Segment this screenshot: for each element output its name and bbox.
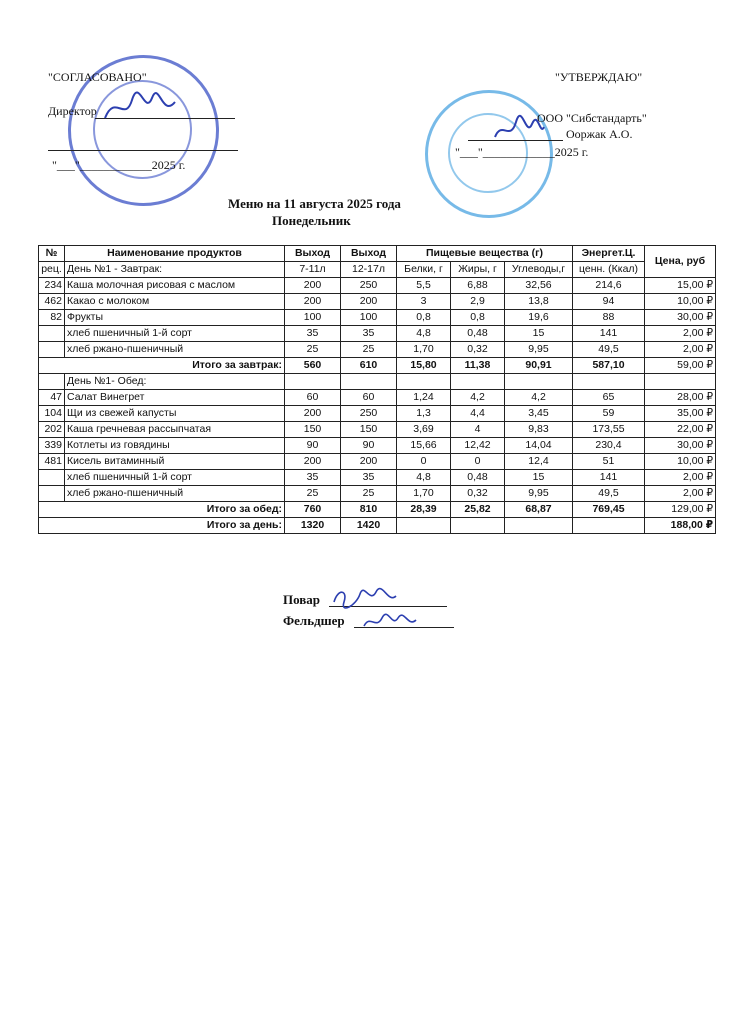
- menu-table: [38, 245, 716, 534]
- recipe-number: 234: [39, 278, 65, 294]
- fat-value: 12,42: [451, 438, 505, 454]
- col-out1-header: Выход: [285, 246, 341, 262]
- price-value: 35,00 ₽: [645, 406, 716, 422]
- director-label: Директор: [48, 104, 97, 118]
- fat-value: 0,8: [451, 310, 505, 326]
- empty-cell: [451, 518, 505, 534]
- output-7-11: 35: [285, 470, 341, 486]
- dish-name: хлеб ржано-пшеничный: [65, 486, 285, 502]
- left-underline: [48, 150, 238, 151]
- carb-value: 3,45: [505, 406, 573, 422]
- price-value: 22,00 ₽: [645, 422, 716, 438]
- carb-value: 9,83: [505, 422, 573, 438]
- dish-name: хлеб пшеничный 1-й сорт: [65, 470, 285, 486]
- total-carb: 68,87: [505, 502, 573, 518]
- empty-cell: [645, 374, 716, 390]
- price-value: 10,00 ₽: [645, 454, 716, 470]
- protein-value: 3: [397, 294, 451, 310]
- col-energy-header: Энергет.Ц.: [573, 246, 645, 262]
- dish-name: Фрукты: [65, 310, 285, 326]
- total-carb: 90,91: [505, 358, 573, 374]
- output-7-11: 200: [285, 406, 341, 422]
- output-12-17: 200: [341, 294, 397, 310]
- lunch-row: [39, 438, 716, 454]
- agreed-label: "СОГЛАСОВАНО": [48, 70, 147, 84]
- approved-label: "УТВЕРЖДАЮ": [555, 70, 643, 84]
- medic-label: Фельдшер: [283, 613, 345, 628]
- carb-value: 9,95: [505, 342, 573, 358]
- subheader-row: [39, 262, 716, 278]
- breakfast-section-label: День №1 - Завтрак:: [65, 262, 285, 278]
- protein-value: 1,70: [397, 486, 451, 502]
- fat-value: 0: [451, 454, 505, 470]
- dish-name: Салат Винегрет: [65, 390, 285, 406]
- dish-name: Какао с молоком: [65, 294, 285, 310]
- empty-cell: [505, 518, 573, 534]
- director-signature: [100, 88, 180, 128]
- total-kcal: 587,10: [573, 358, 645, 374]
- kcal-value: 49,5: [573, 486, 645, 502]
- kcal-value: 230,4: [573, 438, 645, 454]
- total-label: Итого за обед:: [39, 502, 285, 518]
- kcal-value: 59: [573, 406, 645, 422]
- cook-label: Повар: [283, 592, 321, 607]
- fat-value: 4: [451, 422, 505, 438]
- output-12-17: 60: [341, 390, 397, 406]
- recipe-number: 47: [39, 390, 65, 406]
- carb-value: 32,56: [505, 278, 573, 294]
- kcal-value: 141: [573, 470, 645, 486]
- empty-cell: [573, 518, 645, 534]
- signer-name: Ооржак А.О.: [566, 127, 633, 141]
- kcal-value: 94: [573, 294, 645, 310]
- total-output-7-11: 760: [285, 502, 341, 518]
- empty-cell: [397, 518, 451, 534]
- carb-value: 12,4: [505, 454, 573, 470]
- output-7-11: 200: [285, 294, 341, 310]
- total-output-12-17: 610: [341, 358, 397, 374]
- price-value: 30,00 ₽: [645, 310, 716, 326]
- cook-signature: [330, 584, 400, 612]
- kcal-value: 65: [573, 390, 645, 406]
- price-value: 2,00 ₽: [645, 342, 716, 358]
- price-value: 30,00 ₽: [645, 438, 716, 454]
- col-nutrients-header: Пищевые вещества (г): [397, 246, 573, 262]
- carb-value: 9,95: [505, 486, 573, 502]
- output-7-11: 25: [285, 342, 341, 358]
- fat-value: 0,48: [451, 326, 505, 342]
- fat-value: 0,48: [451, 470, 505, 486]
- protein-value: 4,8: [397, 326, 451, 342]
- fat-value: 4,4: [451, 406, 505, 422]
- protein-value: 4,8: [397, 470, 451, 486]
- carb-value: 19,6: [505, 310, 573, 326]
- carb-subheader: Углеводы,г: [505, 262, 573, 278]
- output-12-17: 100: [341, 310, 397, 326]
- fat-value: 0,32: [451, 342, 505, 358]
- protein-value: 1,24: [397, 390, 451, 406]
- total-protein: 28,39: [397, 502, 451, 518]
- price-value: 2,00 ₽: [645, 326, 716, 342]
- empty-cell: [397, 374, 451, 390]
- output-12-17: 25: [341, 486, 397, 502]
- carb-value: 14,04: [505, 438, 573, 454]
- lunch-row: [39, 406, 716, 422]
- total-kcal: 769,45: [573, 502, 645, 518]
- age-group-1: 7-11л: [285, 262, 341, 278]
- price-value: 2,00 ₽: [645, 470, 716, 486]
- fat-value: 0,32: [451, 486, 505, 502]
- breakfast-row: [39, 310, 716, 326]
- protein-value: 0: [397, 454, 451, 470]
- protein-value: 15,66: [397, 438, 451, 454]
- medic-signature: [360, 610, 420, 634]
- carb-value: 15: [505, 326, 573, 342]
- day-total-row: [39, 518, 716, 534]
- recipe-number: 104: [39, 406, 65, 422]
- price-value: 15,00 ₽: [645, 278, 716, 294]
- total-output-7-11: 1320: [285, 518, 341, 534]
- dish-name: Кисель витаминный: [65, 454, 285, 470]
- col-price-header: Цена, руб: [645, 246, 716, 278]
- header-row: [39, 246, 716, 262]
- breakfast-row: [39, 342, 716, 358]
- lunch-row: [39, 470, 716, 486]
- dish-name: Котлеты из говядины: [65, 438, 285, 454]
- left-date-line: "___"____________2025 г.: [52, 158, 186, 172]
- recipe-number: [39, 486, 65, 502]
- recipe-number: 481: [39, 454, 65, 470]
- output-7-11: 150: [285, 422, 341, 438]
- output-7-11: 25: [285, 486, 341, 502]
- protein-subheader: Белки, г: [397, 262, 451, 278]
- price-value: 10,00 ₽: [645, 294, 716, 310]
- lunch-row: [39, 454, 716, 470]
- empty-cell: [451, 374, 505, 390]
- lunch-section-row: [39, 374, 716, 390]
- output-7-11: 100: [285, 310, 341, 326]
- empty-cell: [573, 374, 645, 390]
- price-value: 2,00 ₽: [645, 486, 716, 502]
- menu-weekday: Понедельник: [272, 213, 351, 228]
- protein-value: 0,8: [397, 310, 451, 326]
- total-price: 59,00 ₽: [645, 358, 716, 374]
- recipe-number: [39, 342, 65, 358]
- output-7-11: 90: [285, 438, 341, 454]
- kcal-value: 141: [573, 326, 645, 342]
- output-12-17: 35: [341, 326, 397, 342]
- lunch-row: [39, 486, 716, 502]
- breakfast-total-row: [39, 358, 716, 374]
- output-12-17: 35: [341, 470, 397, 486]
- breakfast-row: [39, 278, 716, 294]
- total-label: Итого за завтрак:: [39, 358, 285, 374]
- total-fat: 11,38: [451, 358, 505, 374]
- carb-value: 15: [505, 470, 573, 486]
- dish-name: Щи из свежей капусты: [65, 406, 285, 422]
- kcal-value: 214,6: [573, 278, 645, 294]
- empty-cell: [505, 374, 573, 390]
- total-protein: 15,80: [397, 358, 451, 374]
- kcal-value: 51: [573, 454, 645, 470]
- recipe-number: [39, 326, 65, 342]
- total-label: Итого за день:: [39, 518, 285, 534]
- output-12-17: 90: [341, 438, 397, 454]
- empty-cell: [341, 374, 397, 390]
- col-rec-subheader: рец.: [39, 262, 65, 278]
- output-7-11: 35: [285, 326, 341, 342]
- fat-value: 4,2: [451, 390, 505, 406]
- recipe-number: 339: [39, 438, 65, 454]
- dish-name: Каша гречневая рассыпчатая: [65, 422, 285, 438]
- lunch-section-label: День №1- Обед:: [65, 374, 285, 390]
- dish-name: хлеб пшеничный 1-й сорт: [65, 326, 285, 342]
- col-no-header: №: [39, 246, 65, 262]
- carb-value: 4,2: [505, 390, 573, 406]
- breakfast-row: [39, 294, 716, 310]
- empty-cell: [39, 374, 65, 390]
- output-12-17: 25: [341, 342, 397, 358]
- total-output-12-17: 1420: [341, 518, 397, 534]
- kcal-value: 49,5: [573, 342, 645, 358]
- total-price: 188,00 ₽: [645, 518, 716, 534]
- empty-cell: [285, 374, 341, 390]
- lunch-row: [39, 422, 716, 438]
- recipe-number: 82: [39, 310, 65, 326]
- price-value: 28,00 ₽: [645, 390, 716, 406]
- output-12-17: 250: [341, 406, 397, 422]
- right-date-line: "___"____________2025 г.: [455, 145, 589, 159]
- age-group-2: 12-17л: [341, 262, 397, 278]
- org-name: ООО "Сибстандарть": [537, 111, 647, 125]
- output-7-11: 200: [285, 454, 341, 470]
- kcal-subheader: ценн. (Ккал): [573, 262, 645, 278]
- fat-value: 2,9: [451, 294, 505, 310]
- kcal-value: 173,55: [573, 422, 645, 438]
- kcal-value: 88: [573, 310, 645, 326]
- output-12-17: 250: [341, 278, 397, 294]
- carb-value: 13,8: [505, 294, 573, 310]
- approver-signature: [492, 112, 547, 147]
- total-output-12-17: 810: [341, 502, 397, 518]
- total-output-7-11: 560: [285, 358, 341, 374]
- fat-value: 6,88: [451, 278, 505, 294]
- lunch-total-row: [39, 502, 716, 518]
- protein-value: 1,70: [397, 342, 451, 358]
- menu-title: Меню на 11 августа 2025 года: [228, 196, 401, 211]
- fat-subheader: Жиры, г: [451, 262, 505, 278]
- lunch-row: [39, 390, 716, 406]
- protein-value: 3,69: [397, 422, 451, 438]
- total-price: 129,00 ₽: [645, 502, 716, 518]
- col-name-header: Наименование продуктов: [65, 246, 285, 262]
- breakfast-row: [39, 326, 716, 342]
- output-7-11: 60: [285, 390, 341, 406]
- dish-name: Каша молочная рисовая с маслом: [65, 278, 285, 294]
- protein-value: 5,5: [397, 278, 451, 294]
- recipe-number: 462: [39, 294, 65, 310]
- recipe-number: 202: [39, 422, 65, 438]
- col-out2-header: Выход: [341, 246, 397, 262]
- total-fat: 25,82: [451, 502, 505, 518]
- recipe-number: [39, 470, 65, 486]
- protein-value: 1,3: [397, 406, 451, 422]
- output-12-17: 200: [341, 454, 397, 470]
- output-7-11: 200: [285, 278, 341, 294]
- dish-name: хлеб ржано-пшеничный: [65, 342, 285, 358]
- output-12-17: 150: [341, 422, 397, 438]
